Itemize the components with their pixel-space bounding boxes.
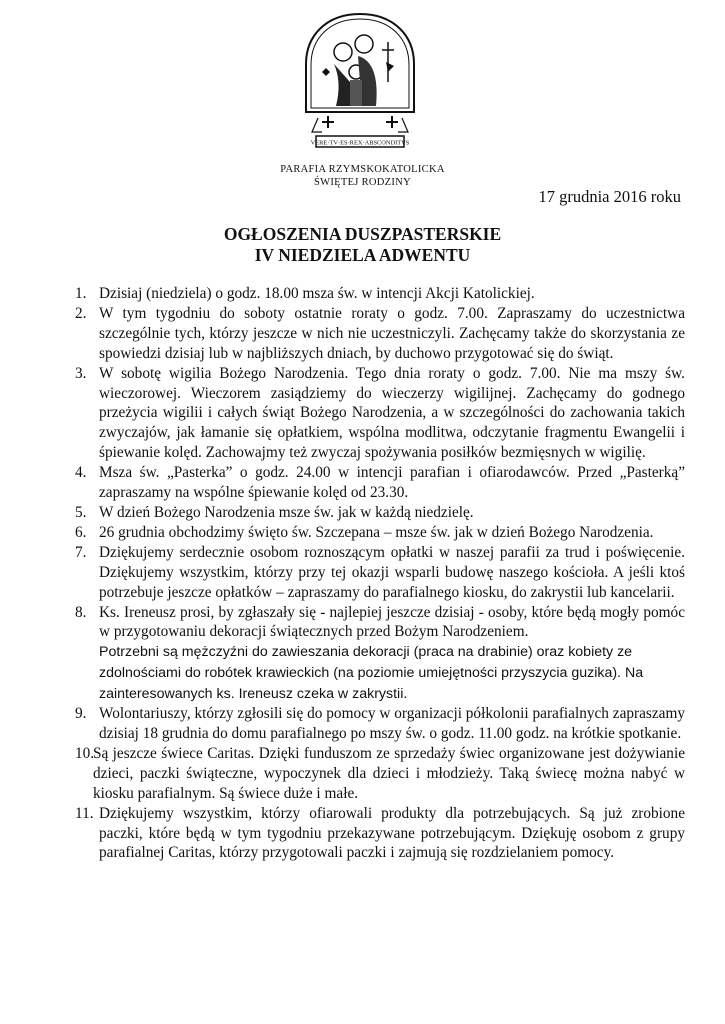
parish-name-line1: PARAFIA RZYMSKOKATOLICKA	[280, 164, 445, 175]
list-item	[75, 503, 685, 523]
parish-name-line2: ŚWIĘTEJ RODZINY	[314, 177, 411, 188]
item-text: Dzisiaj (niedziela) o godz. 18.00 msza św. w intencji Akcji Katolickiej.	[99, 285, 535, 302]
item-text: W tym tygodniu do soboty ostatnie roraty o godz. 7.00. Zapraszamy do uczestnictwa szczególnie tych, którzy jeszcze w nich nie uczestniczyli. Zachęcamy także do skorzystania ze spowiedzi dzisiaj lub w najbliższych dniach, by duchowo przygotować się do świąt.	[99, 304, 685, 362]
page-subtitle: IV NIEDZIELA ADWENTU	[254, 245, 471, 265]
document-date: 17 grudnia 2016 roku	[538, 187, 681, 206]
item-text: Dziękujemy serdecznie osobom roznoszącym opłatki w naszej parafii za trud i poświęcenie. Dziękujemy wszystkim, którzy przy tej okazji wsparli budowę naszego kościoła. A jeśli ktoś potrzebuje jeszcze opłatków – zapraszamy do parafialnego kiosku, do zakrystii lub kancelarii.	[99, 543, 685, 601]
list-item	[75, 744, 685, 804]
item-number: 4.	[75, 464, 87, 482]
item-number: 9.	[75, 705, 87, 723]
item-number: 8.	[75, 603, 87, 621]
item-number: 10.	[75, 744, 95, 762]
list-item	[75, 603, 685, 705]
item-text: Wolontariuszy, którzy zgłosili się do pomocy w organizacji półkolonii parafialnych zapraszamy dzisiaj 18 grudnia do domu parafialnego po mszy św. o godz. 11.00 godz. na krótkie spotkanie.	[99, 705, 685, 742]
holy-family-emblem-icon	[298, 12, 422, 154]
item-number: 11.	[75, 804, 94, 822]
item-text: Ks. Ireneusz prosi, by zgłaszały się - najlepiej jeszcze dzisiaj - osoby, które będą mogły pomóc w przygotowaniu dekoracji świątecznych przed Bożym Narodzeniem.	[99, 603, 685, 641]
item-number: 5.	[75, 503, 87, 521]
item-text: W sobotę wigilia Bożego Narodzenia. Tego dnia roraty o godz. 7.00. Nie ma mszy św. wieczorowej. Wieczorem zasiądziemy do wieczerzy wigilijnej. Zachęcamy do godnego przeżycia wigilii i całych świąt Bożego Narodzenia, a w szczególności do zachowania takich zwyczajów, jak łamanie się opłatkiem, wspólna modlitwa, odczytanie fragmentu Ewangelii i śpiewanie kolęd. Zachowajmy też zwyczaj spożywania posiłków bezmięsnych w wigilię.	[99, 364, 685, 462]
item-text: Dziękujemy wszystkim, którzy ofiarowali produkty dla potrzebujących. Są już zrobione paczki, które będą w tym tygodniu przekazywane potrzebującym. Dziękuję osobom z grupy parafialnej Caritas, którzy przygotowali paczki i zajmują się rozdzielaniem pomocy.	[99, 804, 685, 862]
list-item	[75, 704, 685, 744]
item-number: 2.	[75, 304, 87, 322]
list-item	[75, 284, 685, 304]
page-title: OGŁOSZENIA DUSZPASTERSKIE	[223, 224, 502, 244]
item-text: Są jeszcze świece Caritas. Dzięki funduszom ze sprzedaży świec organizowane jest dożywianie dzieci, paczki świąteczne, wypoczynek dla dzieci i młodzieży. Taką świecę można nabyć w kiosku parafialnym. Są świece duże i małe.	[93, 744, 685, 802]
emblem-motto: VERE·TV·ES·REX·ABSCONDITVS	[310, 139, 410, 147]
item-text: W dzień Bożego Narodzenia msze św. jak w każdą niedzielę.	[99, 503, 474, 521]
list-item	[75, 523, 685, 543]
list-item	[75, 463, 685, 503]
item-extra-text: Potrzebni są mężczyźni do zawieszania dekoracji (praca na drabinie) oraz kobiety ze zdolnościami do robótek krawieckich (na poziomie umiejętności przyszycia guzika). Na zainteresowanych ks. Ireneusz czeka w zakrystii.	[99, 644, 644, 702]
announcement-list	[75, 284, 685, 863]
list-item	[75, 804, 685, 864]
item-number: 1.	[75, 285, 87, 302]
list-item	[75, 304, 685, 364]
item-text: 26 grudnia obchodzimy święto św. Szczepana – msze św. jak w dzień Bożego Narodzenia.	[99, 523, 654, 541]
list-item	[75, 543, 685, 603]
item-number: 7.	[75, 543, 87, 561]
item-number: 6.	[75, 523, 87, 541]
item-number: 3.	[75, 364, 87, 382]
list-item	[75, 364, 685, 464]
item-text: Msza św. „Pasterka” o godz. 24.00 w intencji parafian i ofiarodawców. Przed „Pasterką” zapraszamy na wspólne śpiewanie kolęd od 23.30.	[99, 464, 685, 502]
